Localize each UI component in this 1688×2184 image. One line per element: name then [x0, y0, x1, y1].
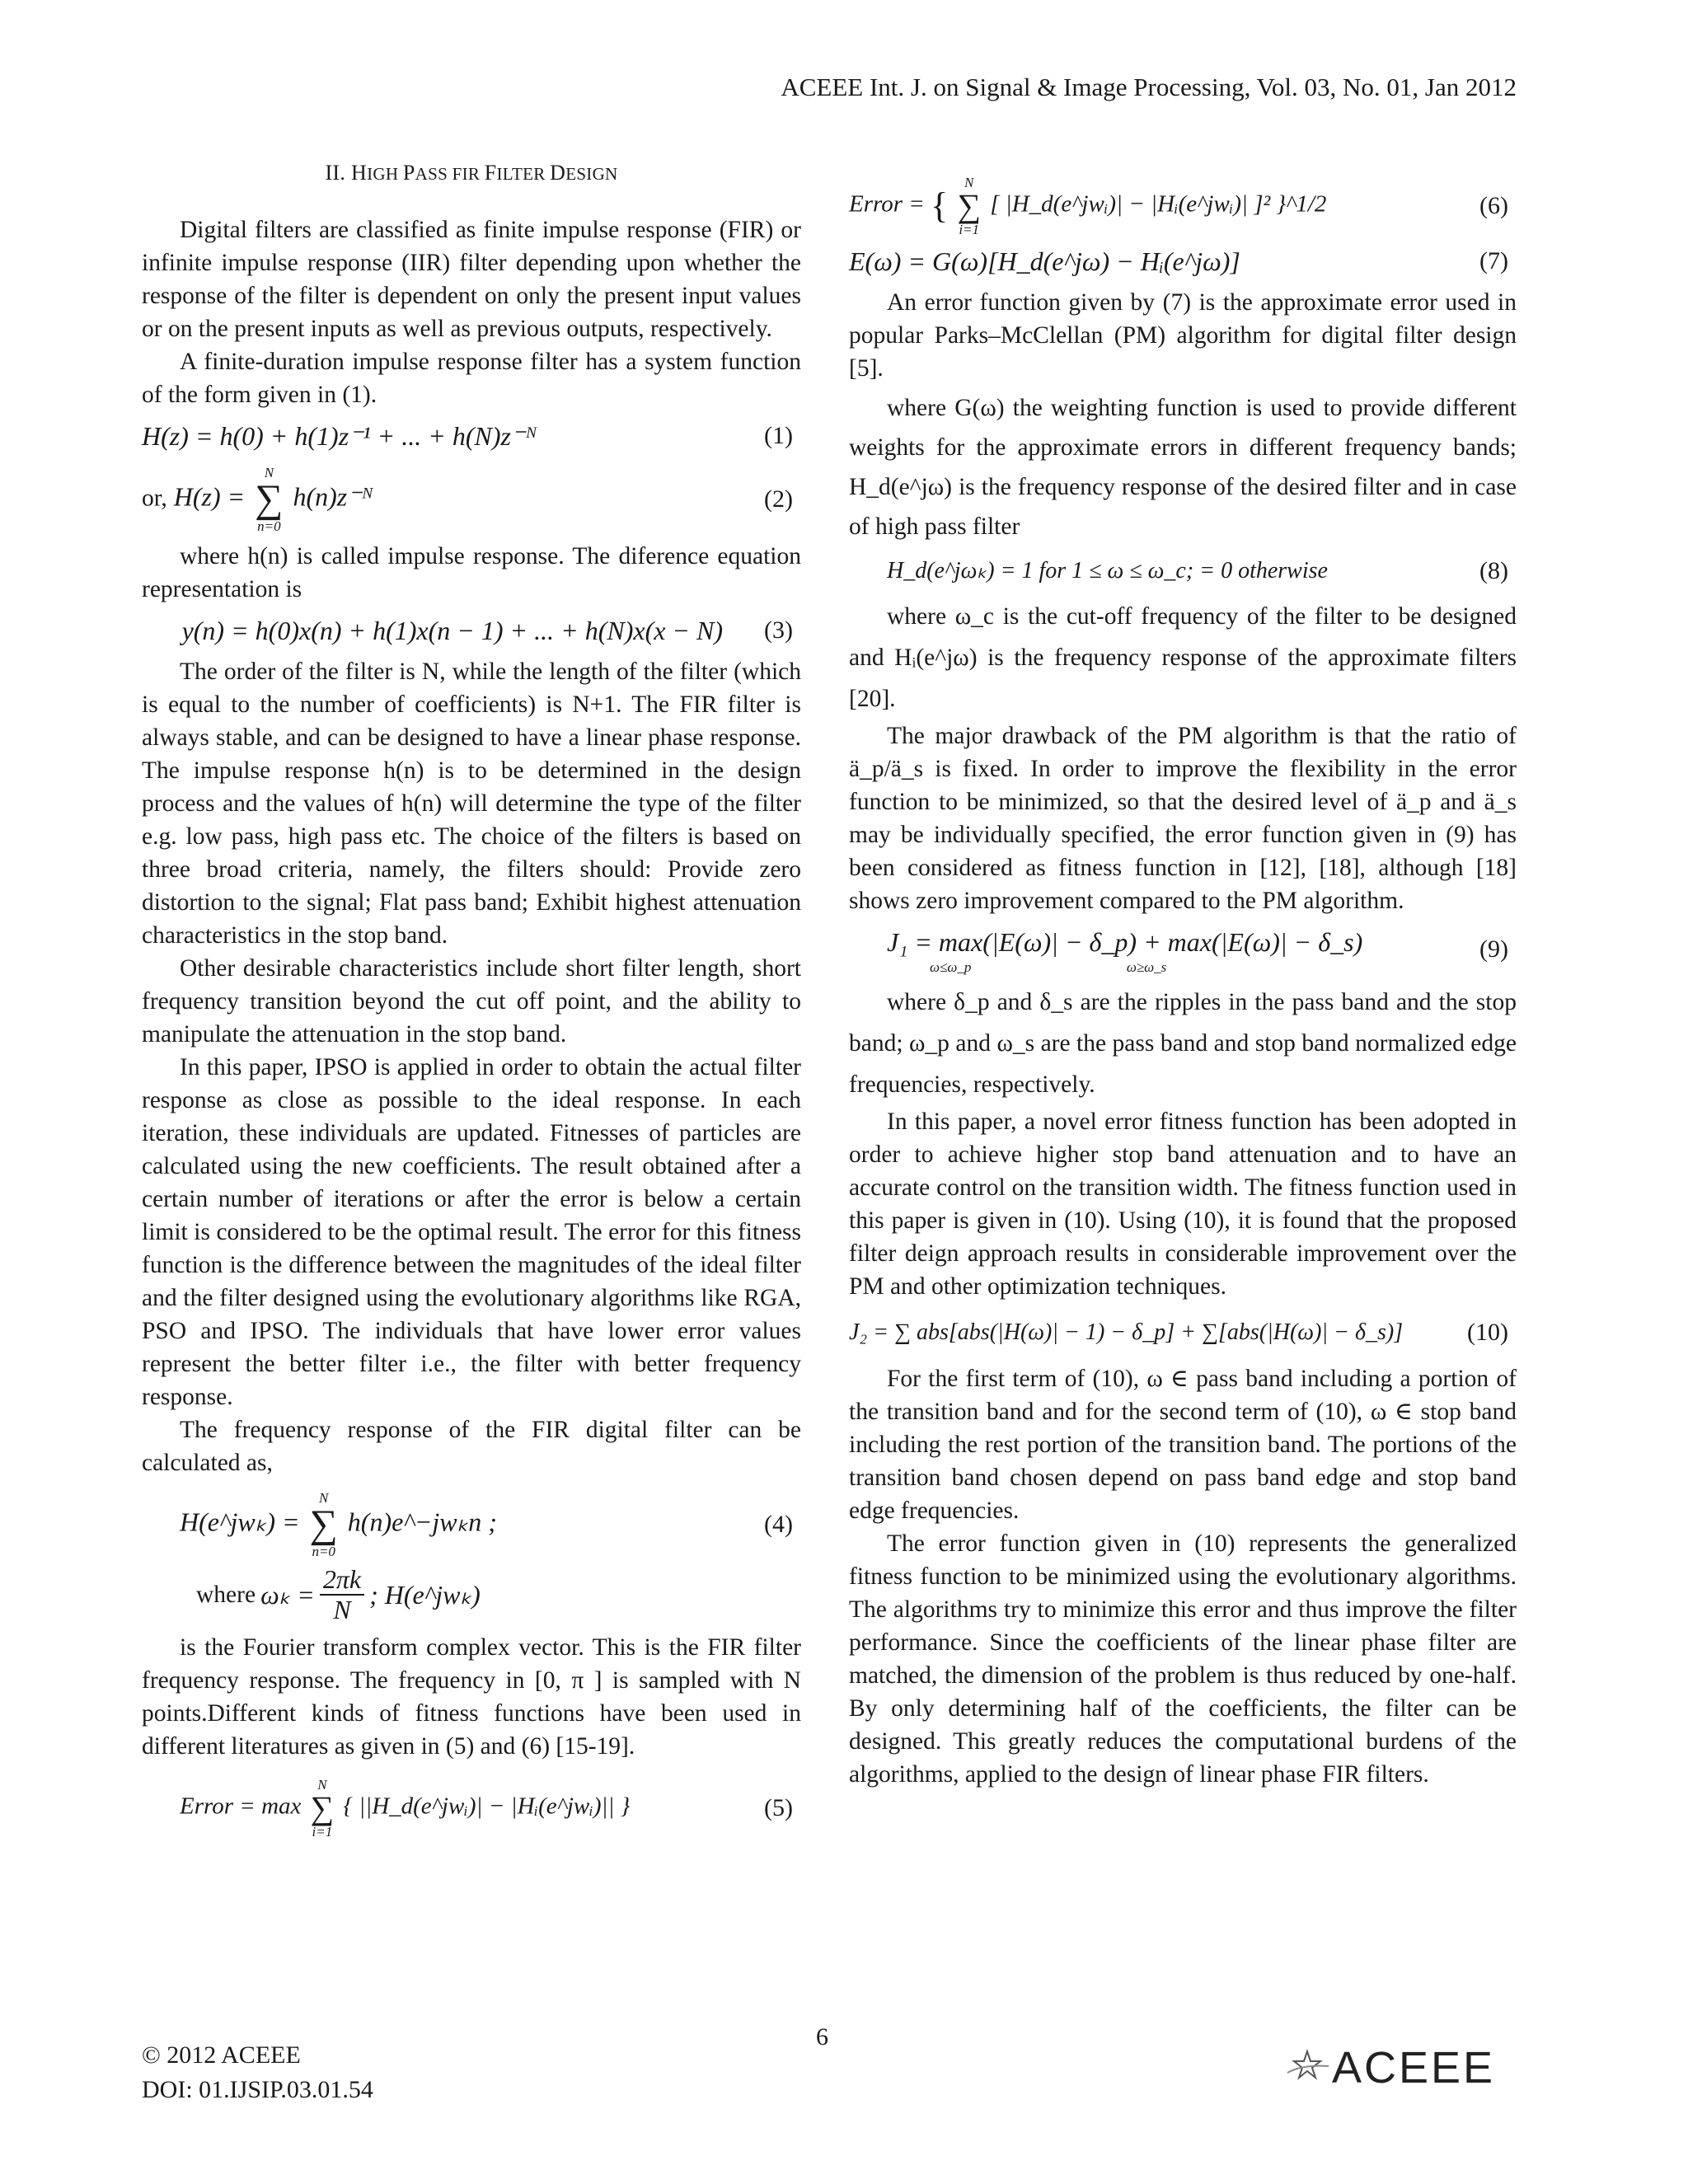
equation-10-body: J₂ = ∑ abs[abs(|H(ω)| − 1) − δ_p] + ∑[abs(|H(ω)| − δ_s)]: [849, 1319, 1404, 1345]
summation-symbol: N ∑ n=0: [309, 1490, 338, 1559]
sum-lower-limit: n=0: [312, 1544, 335, 1559]
fraction-numerator: 2πk: [320, 1565, 364, 1596]
equation-7-number: (7): [1479, 247, 1508, 274]
equation-3: [142, 612, 801, 649]
paragraph-weighting: where G(ω) the weighting function is used to provide different weights for the approximate errors in different frequency bands; H_d(e^jω) is the frequency response of the desired filter and in case of high pass filter: [849, 395, 1517, 540]
publisher-logo: [1286, 2042, 1495, 2093]
omega-k-tail: ; H(e^jwₖ): [369, 1580, 481, 1610]
heading-initial-f: F: [484, 161, 497, 185]
paragraph-fourier: is the Fourier transform complex vector. This is the FIR filter frequency response. The frequency in [0, π ] is sampled with N points.Different kinds of fitness functions have been used in different literatures as given in (5) and (6) [15-19].: [142, 1634, 801, 1760]
running-header: ACEEE Int. J. on Signal & Image Processing, Vol. 03, No. 01, Jan 2012: [781, 73, 1517, 101]
sum-upper-limit: N: [319, 1490, 329, 1506]
paragraph-pm-drawback: The major drawback of the PM algorithm is that the ratio of ä_p/ä_s is fixed. In order to improve the flexibility in the error function to be minimized, so that the desired level of ä_p and ä_s may be individually specified, the error function given in (9) has been considered as fitness function in [12], [18], although [18] shows zero improvement compared to the PM algorithm.: [849, 723, 1517, 914]
heading-initial-h: H: [351, 161, 368, 185]
equation-9-subscripts: [887, 960, 1362, 975]
equation-8-number: (8): [1479, 557, 1508, 584]
heading-initial-p: P: [402, 161, 415, 185]
equation-2-prefix: or,: [142, 485, 167, 512]
sum-upper-limit: N: [264, 465, 274, 480]
equation-6-rhs: [ |H_d(e^jwᵢ)| − |Hᵢ(e^jwᵢ)| ]² }^1/2: [990, 190, 1327, 218]
summation-symbol: N ∑ n=0: [255, 465, 284, 534]
equation-10-number: (10): [1467, 1319, 1508, 1346]
equation-5: [142, 1778, 801, 1839]
equation-9: [849, 924, 1517, 975]
paragraph-ripples: where δ_p and δ_s are the ripples in the pass band and the stop band; ω_p and ω_s are the pass band and stop band normalized edge frequencies, respectively.: [849, 989, 1517, 1098]
heading-part-1: IGH: [367, 164, 403, 184]
equation-5-rhs: { ||H_d(e^jwᵢ)| − |Hᵢ(e^jwᵢ)|| }: [343, 1793, 631, 1821]
equation-3-body: y(n) = h(0)x(n) + h(1)x(n − 1) + ... + h(N)x(x − N): [181, 616, 724, 645]
paragraph-ipso: In this paper, IPSO is applied in order to obtain the actual filter response as close as possible to the ideal response. In each iteration, these individuals are updated. Fitnesses of particles are calculated using the new coefficients. The result obtained after a certain number of iterations or after the error is below a certain limit is considered to be the optimal result. The error for this fitness function is the difference between the magnitudes of the ideal filter and the filter designed using the evolutionary algorithms like RGA, PSO and IPSO. The individuals that have lower error values represent the better filter i.e., the filter with better frequency response.: [142, 1054, 801, 1410]
equation-8: [849, 553, 1517, 589]
equation-4-lhs: H(e^jwₖ) =: [180, 1507, 300, 1537]
paragraph-generalized-fitness: The error function given in (10) represents the generalized fitness function to be minimized using the evolutionary algorithms. The algorithms try to minimize this error and thus improve the filter performance. Since the coefficients of the linear phase filter are matched, the dimension of the problem is thus reduced by one-half. By only determining half of the coefficients, the filter can be designed. This greatly reduces the computational burdens of the algorithms, applied to the design of linear phase FIR filters.: [849, 1530, 1517, 1788]
equation-6-brace: {: [931, 185, 949, 226]
copyright-notice: © 2012 ACEEE: [142, 2041, 301, 2069]
equation-9-lhs-group: [887, 924, 1362, 975]
equation-1-number: (1): [764, 422, 793, 449]
omega-k-definition: [142, 1565, 801, 1624]
star-swoosh-icon: [1286, 2048, 1332, 2088]
paragraph-impulse-response: where h(n) is called impulse response. The diference equation representation is: [142, 543, 801, 602]
equation-2: [142, 466, 801, 533]
equation-7-body: E(ω) = G(ω)[H_d(e^jω) − Hᵢ(e^jω)]: [849, 246, 1240, 276]
equation-9-number: (9): [1479, 935, 1508, 963]
equation-4-rhs: h(n)e^−jwₖn ;: [347, 1507, 497, 1537]
equation-2-rhs: h(n)z⁻ᴺ: [293, 481, 373, 512]
paragraph-filter-order: The order of the filter is N, while the length of the filter (which is equal to the number of coefficients) is N+1. The FIR filter is always stable, and can be designed to have a linear phase response. The impulse response h(n) is to be determined in the design process and the values of h(n) will determine the type of the filter e.g. low pass, high pass etc. The choice of the filters is based on three broad criteria, namely, the filters should: Provide zero distortion to the signal; Flat pass band; Exhibit highest attenuation characteristics in the stop band.: [142, 658, 801, 949]
fraction: [320, 1565, 364, 1624]
equation-6-lhs: Error =: [849, 190, 925, 218]
equation-5-lhs: Error = max: [180, 1793, 302, 1821]
logo-text: ACEEE: [1332, 2043, 1496, 2093]
omega-k-lhs: ωₖ =: [260, 1580, 315, 1610]
fraction-denominator: N: [333, 1595, 351, 1625]
heading-part-4: ESIGN: [565, 164, 618, 184]
heading-initial-d: D: [550, 161, 566, 185]
paragraph-novel-fitness: In this paper, a novel error fitness function has been adopted in order to achieve higher stop band attenuation and to have an accurate control on the transition width. The fitness function used in this paper is given in (10). Using (10), it is found that the proposed filter deign approach results in considerable improvement over the PM and other optimization techniques.: [849, 1108, 1517, 1300]
sum-lower-limit: i=1: [959, 222, 980, 237]
paragraph-intro: Digital filters are classified as finite impulse response (FIR) or infinite impulse response (IIR) filter depending upon whether the response of the filter is dependent on only the present input values or on the present inputs as well as previous outputs, respectively.: [142, 217, 801, 342]
equation-9-body: J₁ = max(|E(ω)| − δ_p) + max(|E(ω)| − δ_s): [887, 927, 1363, 957]
paragraph-first-term: For the first term of (10), ω ∈ pass band including a portion of the transition band and for the second term of (10), ω ∈ stop band including the rest portion of the transition band. The portions of the transition band chosen depend on pass band edge and stop band edge frequencies.: [849, 1366, 1517, 1524]
equation-1-body: H(z) = h(0) + h(1)z⁻¹ + ... + h(N)z⁻ᴺ: [142, 421, 537, 451]
page-number: 6: [816, 2023, 828, 2050]
equation-5-number: (5): [764, 1794, 793, 1822]
summation-symbol: N ∑ i=1: [310, 1777, 335, 1840]
paragraph-desirable-characteristics: Other desirable characteristics include short filter length, short frequency transition beyond the cut off point, and the ability to manipulate the attenuation in the stop band.: [142, 955, 801, 1047]
paragraph-system-function: A finite-duration impulse response filter has a system function of the form given in (1).: [142, 349, 801, 408]
sum-upper-limit: N: [964, 175, 974, 190]
paragraph-pm-error: An error function given by (7) is the approximate error used in popular Parks–McClellan (PM) algorithm for digital filter design [5].: [849, 289, 1517, 382]
equation-10: [849, 1315, 1517, 1351]
equation-6-number: (6): [1479, 192, 1508, 219]
heading-part-3: ILTER: [496, 164, 551, 184]
left-column: [142, 157, 801, 1845]
equation-2-lhs: H(z) =: [173, 481, 246, 512]
equation-9-sub-stop: ω≥ω_s: [1126, 959, 1167, 975]
paragraph-cutoff: where ω_c is the cut-off frequency of the filter to be designed and Hᵢ(e^jω) is the frequency response of the approximate filters [20].: [849, 603, 1517, 712]
section-heading: [142, 157, 801, 190]
equation-2-number: (2): [764, 485, 793, 513]
equation-4: [142, 1491, 801, 1558]
equation-3-number: (3): [764, 616, 793, 644]
sum-upper-limit: N: [317, 1777, 327, 1793]
paragraph-frequency-response: The frequency response of the FIR digital filter can be calculated as,: [142, 1417, 801, 1476]
right-column: [849, 169, 1517, 1791]
equation-1: [142, 418, 801, 454]
equation-7: [849, 243, 1517, 279]
heading-part-2: ASS FIR: [415, 164, 485, 184]
equation-9-sub-pass: ω≤ω_p: [930, 959, 972, 975]
section-number: II.: [325, 161, 346, 185]
where-label: where: [196, 1582, 256, 1609]
sum-lower-limit: i=1: [312, 1824, 333, 1840]
summation-symbol: N ∑ i=1: [957, 175, 981, 237]
equation-6: [849, 176, 1517, 237]
doi-identifier: DOI: 01.IJSIP.03.01.54: [142, 2076, 373, 2103]
equation-4-number: (4): [764, 1511, 793, 1538]
sum-lower-limit: n=0: [257, 518, 281, 534]
equation-8-body: H_d(e^jωₖ) = 1 for 1 ≤ ω ≤ ω_c; = 0 otherwise: [887, 558, 1328, 583]
footer-credits: [142, 2038, 373, 2107]
